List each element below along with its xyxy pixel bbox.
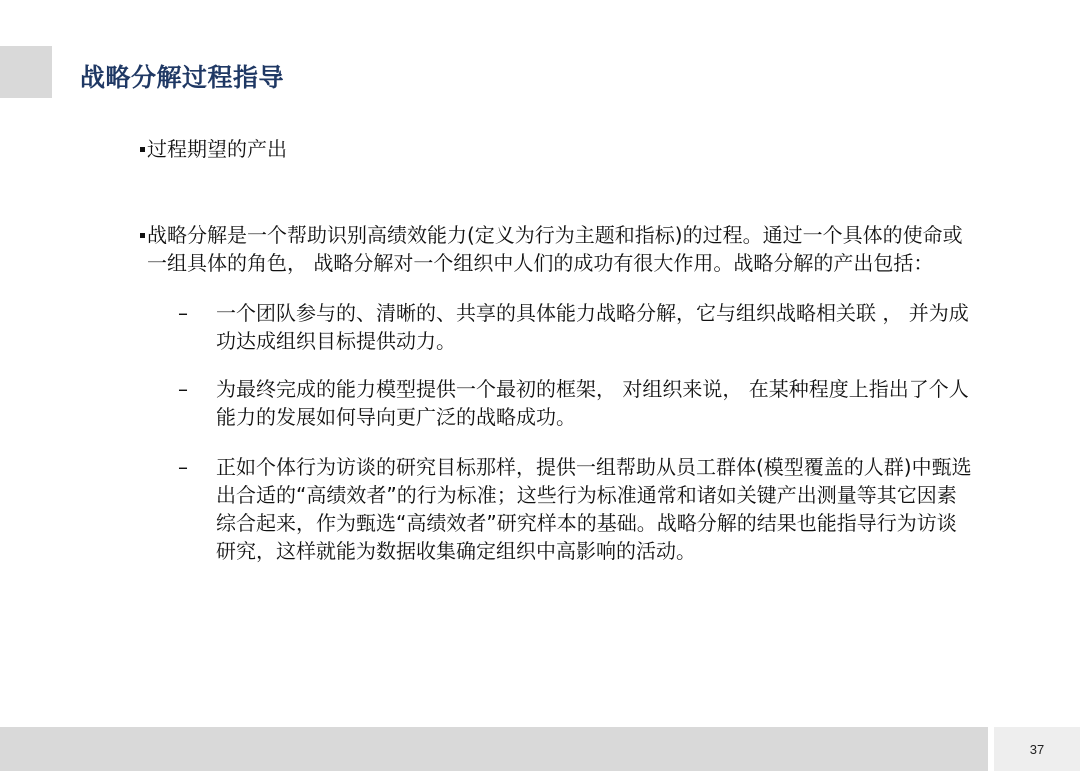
list-item-text: 为最终完成的能力模型提供一个最初的框架， 对组织来说， 在某种程度上指出了个人能力的发展如何导向更广泛的战略成功。 — [216, 377, 969, 429]
page-number: 37 — [994, 727, 1080, 771]
intro-text: 战略分解是一个帮助识别高绩效能力(定义为行为主题和指标)的过程。通过一个具体的使命或一组具体的角色， 战略分解对一个组织中人们的成功有很大作用。战略分解的产出包括： — [147, 223, 963, 275]
list-item-text: 正如个体行为访谈的研究目标那样，提供一组帮助从员工群体(模型覆盖的人群)中甄选出合适的“高绩效者”的行为标准；这些行为标准通常和诸如关键产出测量等其它因素综合起来，作为甄选“高绩效者”研究样本的基础。战略分解的结果也能指导行为访谈研究，这样就能为数据收集确定组织中高影响的活动。 — [216, 455, 972, 563]
heading-bullet — [140, 135, 980, 163]
dash-bullet-icon: – — [178, 377, 188, 401]
heading-text: 过程期望的产出 — [147, 137, 287, 161]
square-bullet-icon — [140, 233, 145, 238]
intro-paragraph — [140, 221, 980, 277]
list-item — [140, 299, 976, 355]
square-bullet-icon — [140, 147, 145, 152]
corner-decoration — [0, 46, 52, 98]
slide-body — [140, 135, 980, 565]
list-item-text: 一个团队参与的、清晰的、共享的具体能力战略分解，它与组织战略相关联 ， 并为成功达成组织目标提供动力。 — [216, 301, 969, 353]
dash-bullet-icon: – — [178, 455, 188, 479]
list-item — [140, 375, 976, 431]
footer-bar — [0, 727, 988, 771]
dash-bullet-icon: – — [178, 301, 188, 325]
slide-title: 战略分解过程指导 — [80, 63, 285, 92]
list-item — [140, 453, 976, 565]
output-list — [140, 299, 980, 565]
